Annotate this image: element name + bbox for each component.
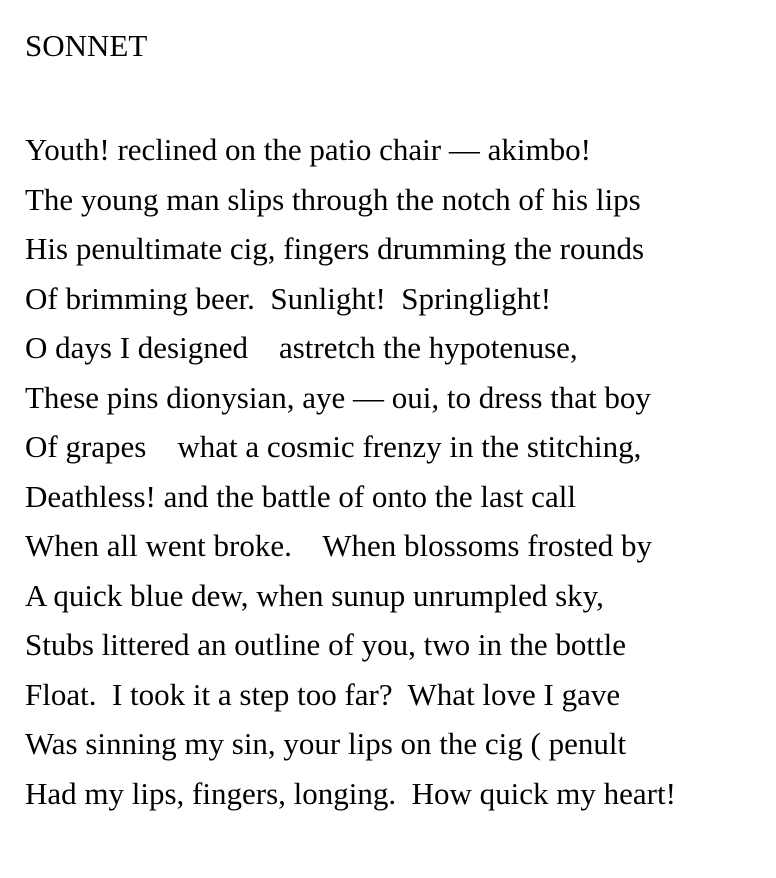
poem-line-6: These pins dionysian, aye — oui, to dress that boy	[25, 379, 651, 415]
poem-page	[25, 26, 765, 818]
poem-line-8: Deathless! and the battle of onto the last call	[25, 478, 576, 514]
poem-line-13: Was sinning my sin, your lips on the cig ( penult	[25, 726, 627, 761]
poem-line-5: O days I designed astretch the hypotenuse,	[25, 330, 578, 365]
poem-line-14: Had my lips, fingers, longing. How quick my heart!	[25, 775, 676, 811]
poem-stanza	[25, 125, 765, 818]
poem-line-10: A quick blue dew, when sunup unrumpled sky,	[25, 577, 604, 613]
poem-line-12: Float. I took it a step too far? What love I gave	[25, 676, 621, 712]
poem-line-11: Stubs littered an outline of you, two in the bottle	[25, 627, 626, 662]
poem-line-9: When all went broke. When blossoms frosted by	[25, 528, 653, 563]
poem-line-3: His penultimate cig, fingers drumming the rounds	[25, 231, 645, 266]
poem-line-2: The young man slips through the notch of his lips	[25, 181, 641, 217]
poem-line-7: Of grapes what a cosmic frenzy in the stitching,	[25, 429, 642, 464]
poem-line-1: Youth! reclined on the patio chair — akimbo!	[25, 132, 591, 167]
poem-title: SONNET	[25, 28, 148, 63]
poem-line-4: Of brimming beer. Sunlight! Springlight!	[25, 280, 552, 316]
